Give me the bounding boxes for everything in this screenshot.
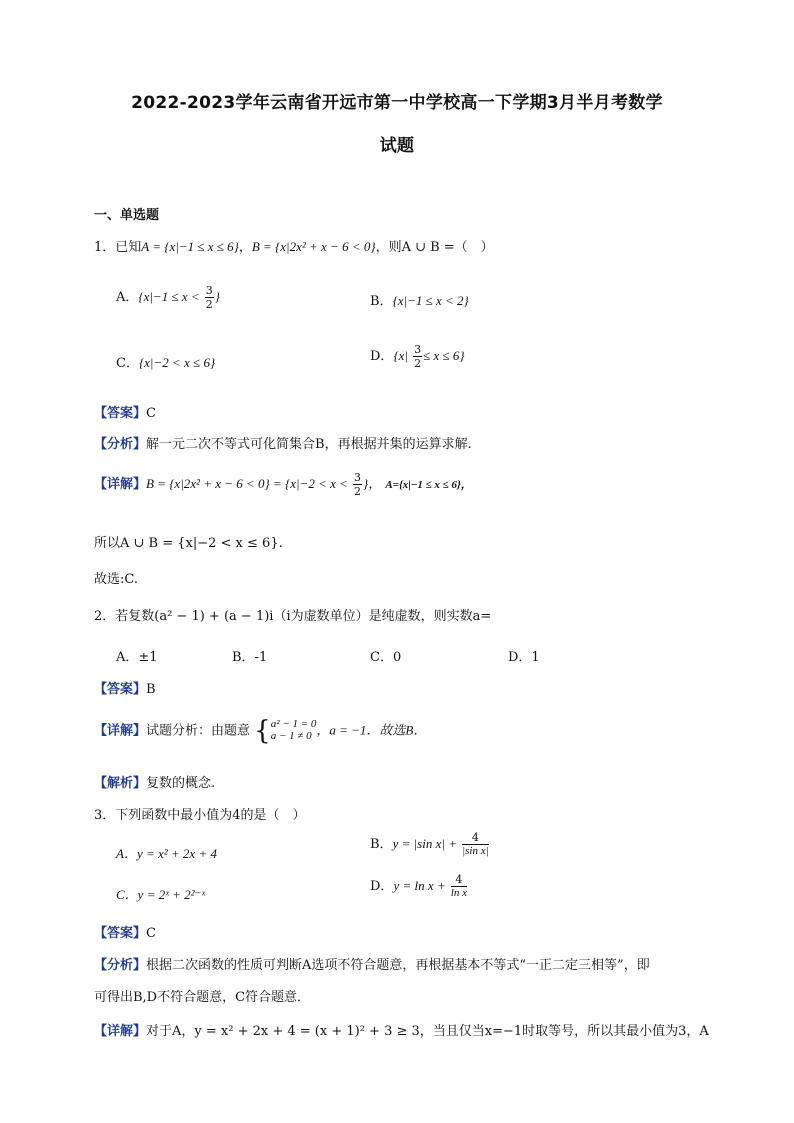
q3-option-c: C．y = 2ˣ + 2²⁻ˣ bbox=[116, 887, 206, 902]
option-expr: {x|−1 ≤ x < 2} bbox=[392, 293, 469, 308]
detail-expr-left: B = {x|2x² + x − 6 < 0} = {x|−2 < x < bbox=[146, 476, 348, 491]
page-title-continued: 试题 bbox=[379, 136, 415, 156]
q2-answer bbox=[94, 678, 156, 697]
question-1-stem bbox=[94, 236, 494, 255]
q1-set-a: A = {x|−1 ≤ x ≤ 6} bbox=[141, 239, 239, 254]
option-expr-right: } bbox=[214, 289, 220, 304]
option-expr-left: {x| bbox=[393, 348, 408, 363]
q2-option-c: C．0 bbox=[370, 650, 402, 665]
fraction-denominator: 2 bbox=[205, 298, 213, 311]
fraction bbox=[413, 344, 422, 369]
q1-set-b: B = {x|2x² + x − 6 < 0} bbox=[251, 239, 376, 254]
q3-analysis bbox=[94, 954, 650, 973]
answer-value: B bbox=[146, 682, 156, 697]
q3-detail bbox=[94, 1020, 709, 1039]
option-label: B． bbox=[370, 837, 393, 852]
q3-option-a: A．y = x² + 2x + 4 bbox=[116, 846, 217, 861]
q3-analysis-continued: 可得出B,D不符合题意，C符合题意． bbox=[94, 990, 311, 1005]
q3-answer bbox=[94, 922, 156, 941]
fraction bbox=[451, 874, 467, 899]
fraction-denominator: ln x bbox=[450, 887, 467, 899]
q1-answer bbox=[94, 402, 156, 421]
q2-option-d: D．1 bbox=[508, 650, 540, 665]
q1-option-a bbox=[116, 285, 220, 310]
q2-option-b: B．-1 bbox=[232, 650, 268, 665]
q2-option-a: A．±1 bbox=[116, 650, 158, 665]
explain-text: 复数的概念. bbox=[146, 776, 216, 791]
q1-option-d bbox=[370, 344, 465, 369]
detail-text: 对于A，y = x² + 2x + 4 = (x + 1)² + 3 ≥ 3，当且仅当x=−1时取等号，所以其最小值为3，A bbox=[146, 1024, 709, 1039]
detail-tag: 【详解】 bbox=[94, 723, 147, 739]
option-label: B． bbox=[370, 294, 393, 309]
fraction bbox=[205, 285, 214, 310]
answer-value: C bbox=[146, 926, 156, 941]
analysis-text: 解一元二次不等式可化简集合B，再根据并集的运算求解. bbox=[146, 437, 472, 452]
fraction-numerator: 3 bbox=[354, 471, 362, 484]
detail-expr-right: }， bbox=[363, 476, 382, 491]
answer-tag: 【答案】 bbox=[94, 926, 147, 941]
analysis-tag: 【分析】 bbox=[94, 437, 147, 452]
equation-system bbox=[271, 719, 317, 742]
option-expr-left: y = ln x + bbox=[393, 878, 446, 893]
option-expr-left: {x|−1 ≤ x < bbox=[138, 289, 200, 304]
question-3-stem: 3．下列函数中最小值为4的是（ ） bbox=[94, 808, 306, 823]
q1-choice: 故选:C. bbox=[94, 572, 138, 587]
option-label: A． bbox=[116, 290, 139, 305]
q1-option-c bbox=[116, 352, 215, 371]
fraction bbox=[462, 832, 489, 857]
question-2-stem: 2．若复数(a² − 1) + (a − 1)i（i为虚数单位）是纯虚数，则实数a= bbox=[94, 609, 492, 624]
detail-set-a: A={x|−1 ≤ x ≤ 6}， bbox=[385, 479, 472, 491]
q1-detail bbox=[94, 472, 472, 497]
fraction-denominator: |sin x| bbox=[462, 845, 489, 857]
option-expr: {x|−2 < x ≤ 6} bbox=[138, 355, 216, 370]
fraction-numerator: 4 bbox=[451, 874, 467, 887]
option-expr-right: ≤ x ≤ 6} bbox=[423, 348, 465, 363]
option-expr-left: y = |sin x| + bbox=[392, 836, 457, 851]
answer-tag: 【答案】 bbox=[94, 406, 147, 421]
fraction-numerator: 3 bbox=[205, 284, 213, 297]
answer-tag: 【答案】 bbox=[94, 682, 147, 697]
fraction-numerator: 3 bbox=[414, 343, 422, 356]
q1-option-b bbox=[370, 290, 469, 309]
explain-tag: 【解析】 bbox=[94, 776, 147, 791]
q1-ask: ，则A ∪ B =（ ） bbox=[375, 240, 494, 255]
detail-tag: 【详解】 bbox=[94, 477, 147, 492]
q3-option-d bbox=[370, 874, 468, 899]
q2-detail bbox=[94, 716, 426, 746]
q1-separator: ， bbox=[238, 240, 252, 255]
fraction-numerator: 4 bbox=[462, 832, 489, 845]
q2-explain bbox=[94, 772, 215, 791]
fraction-denominator: 2 bbox=[354, 485, 362, 498]
system-line-2: a − 1 ≠ 0 bbox=[270, 730, 312, 742]
answer-value: C bbox=[146, 406, 156, 421]
detail-text-pre: 试题分析：由题意 bbox=[146, 723, 251, 739]
section-heading: 一、单选题 bbox=[94, 208, 160, 223]
system-line-1: a² − 1 = 0 bbox=[270, 718, 317, 731]
q1-conclusion: 所以A ∪ B = {x|−2 < x ≤ 6}. bbox=[94, 536, 283, 551]
analysis-text: 根据二次函数的性质可判断A选项不符合题意，再根据基本不等式“一正二定三相等”，即 bbox=[146, 958, 650, 973]
q1-prefix: 1．已知 bbox=[94, 240, 142, 255]
detail-tag: 【详解】 bbox=[94, 1024, 147, 1039]
option-label: D． bbox=[370, 879, 394, 894]
system-brace: { bbox=[254, 716, 271, 746]
analysis-tag: 【分析】 bbox=[94, 958, 147, 973]
option-label: C． bbox=[116, 356, 139, 371]
q1-analysis bbox=[94, 433, 472, 452]
fraction-denominator: 2 bbox=[414, 357, 422, 370]
fraction bbox=[353, 472, 362, 497]
option-label: D． bbox=[370, 349, 394, 364]
page-title: 2022-2023学年云南省开远市第一中学校高一下学期3月半月考数学 bbox=[131, 93, 663, 113]
q3-option-b bbox=[370, 832, 490, 857]
detail-text-post: ，a = −1．故选B． bbox=[316, 722, 427, 738]
